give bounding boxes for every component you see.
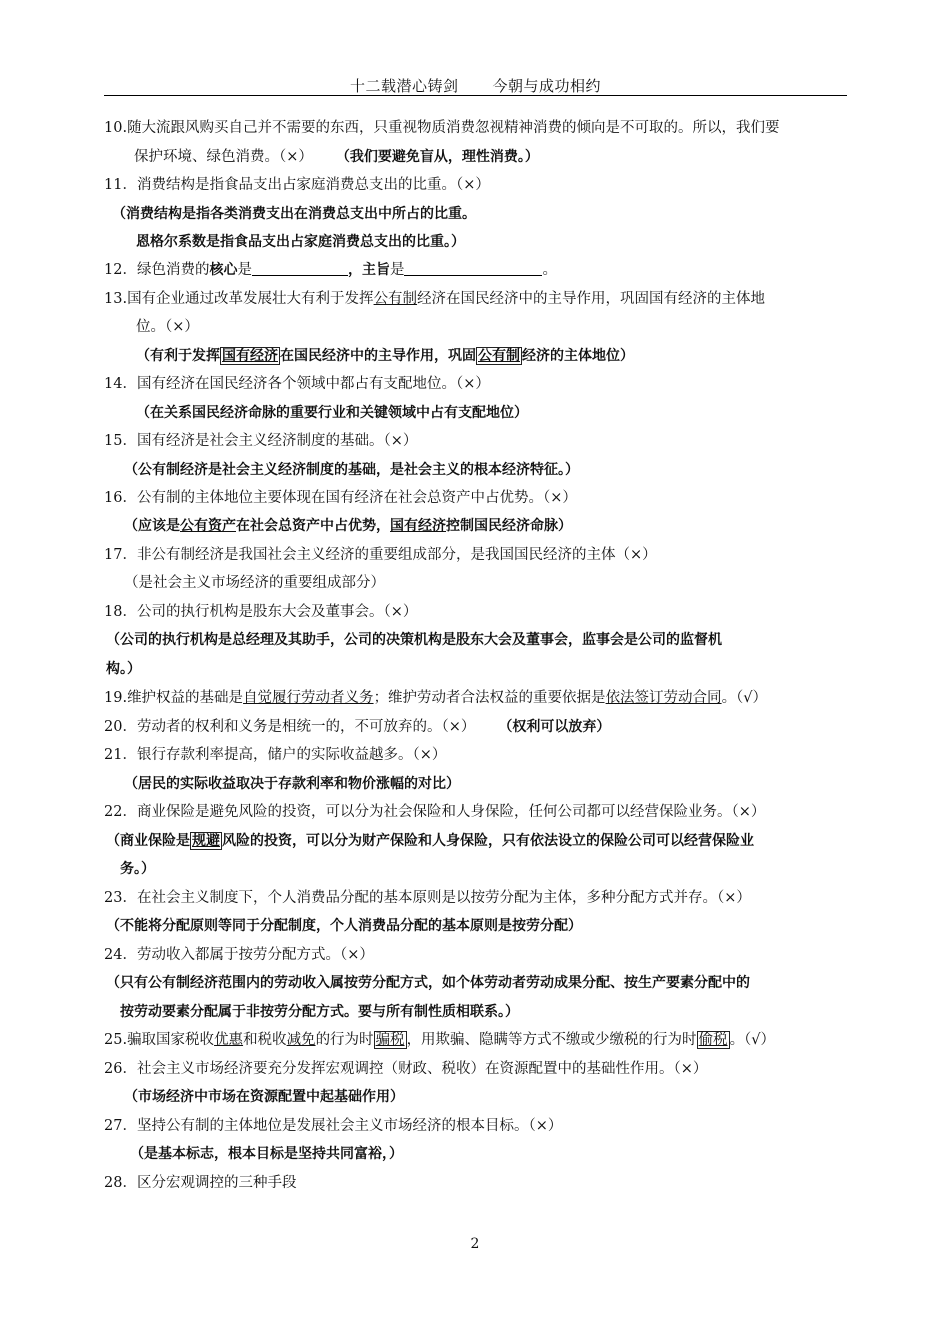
answer-note: （公有制经济是社会主义经济制度的基础，是社会主义的根本经济特征。）	[124, 462, 579, 478]
fill-blank	[404, 261, 542, 276]
list-item: 25.骗取国家税收优惠和税收减免的行为时 骗税 ，用欺骗、隐瞒等方式不缴或少缴税的行为时 偷税 。（√）	[104, 1032, 776, 1048]
answer-note: 构。）	[106, 661, 141, 677]
answer-note: （有利于发挥 国有经济 在国民经济中的主导作用，巩固 公有制 经济的主体地位）	[136, 348, 634, 364]
list-item: 21．银行存款利率提高，储户的实际收益越多。（×）	[104, 747, 447, 763]
fill-blank	[252, 261, 348, 276]
list-item: 17．非公有制经济是我国社会主义经济的重要组成部分，是我国国民经济的主体（×）	[104, 547, 657, 563]
answer-note: （在关系国民经济命脉的重要行业和关键领域中占有支配地位）	[136, 405, 528, 421]
answer-note: （公司的执行机构是总经理及其助手，公司的决策机构是股东大会及董事会，监事会是公司的监督机	[106, 632, 722, 648]
list-item: 20．劳动者的权利和义务是相统一的，不可放弃的。（×） （权利可以放弃）	[104, 719, 611, 735]
list-item: 16．公有制的主体地位主要体现在国有经济在社会总资产中占优势。（×）	[104, 490, 577, 506]
list-item: 12．绿色消费的核心是 ，主旨是 。	[104, 262, 557, 278]
list-item: 11．消费结构是指食品支出占家庭消费总支出的比重。（×）	[104, 177, 490, 193]
answer-note: （居民的实际收益取决于存款利率和物价涨幅的对比）	[124, 776, 460, 792]
answer-note: （是社会主义市场经济的重要组成部分）	[124, 575, 385, 591]
list-item: 15．国有经济是社会主义经济制度的基础。（×）	[104, 433, 418, 449]
list-item: 10.随大流跟风购买自己并不需要的东西，只重视物质消费忽视精神消费的倾向是不可取的。所以，我们要	[104, 120, 780, 136]
list-item: 23．在社会主义制度下，个人消费品分配的基本原则是以按劳分配为主体，多种分配方式并存。（×）	[104, 890, 751, 906]
header-right: 今朝与成功相约	[492, 77, 602, 95]
list-item: 14．国有经济在国民经济各个领域中都占有支配地位。（×）	[104, 376, 490, 392]
answer-note: （只有公有制经济范围内的劳动收入属按劳分配方式，如个体劳动者劳动成果分配、按生产要素分配中的	[106, 975, 750, 991]
list-item: 位。（×）	[136, 319, 199, 335]
answer-note: 恩格尔系数是指食品支出占家庭消费总支出的比重。）	[136, 234, 465, 250]
answer-note: （是基本标志，根本目标是坚持共同富裕，）	[130, 1146, 403, 1162]
list-item: 26．社会主义市场经济要充分发挥宏观调控（财政、税收）在资源配置中的基础性作用。（×）	[104, 1061, 708, 1077]
list-item: 22．商业保险是避免风险的投资，可以分为社会保险和人身保险，任何公司都可以经营保险业务。（×）	[104, 804, 766, 820]
page-header	[104, 75, 847, 96]
list-item: 28．区分宏观调控的三种手段	[104, 1175, 297, 1191]
list-item: 27．坚持公有制的主体地位是发展社会主义市场经济的根本目标。（×）	[104, 1118, 563, 1134]
list-item: 保护环境、绿色消费。（×） （我们要避免盲从，理性消费。）	[134, 149, 539, 165]
list-item: 13.国有企业通过改革发展壮大有利于发挥公有制经济在国民经济中的主导作用，巩固国有经济的主体地	[104, 291, 766, 307]
page-number: 2	[470, 1236, 480, 1252]
answer-note: （商业保险是 规避 风险的投资，可以分为财产保险和人身保险，只有依法设立的保险公司可以经营保险业	[106, 833, 754, 849]
list-item: 18．公司的执行机构是股东大会及董事会。（×）	[104, 604, 418, 620]
answer-note: 按劳动要素分配属于非按劳分配方式。要与所有制性质相联系。）	[120, 1004, 519, 1020]
list-item: 19.维护权益的基础是自觉履行劳动者义务；维护劳动者合法权益的重要依据是依法签订劳动合同。（√）	[104, 690, 768, 706]
answer-note: （应该是公有资产在社会总资产中占优势，国有经济控制国民经济命脉）	[124, 518, 572, 534]
header-left: 十二载潜心铸剑	[349, 77, 459, 95]
answer-note: （不能将分配原则等同于分配制度，个人消费品分配的基本原则是按劳分配）	[106, 918, 582, 934]
answer-note: （市场经济中市场在资源配置中起基础作用）	[124, 1089, 404, 1105]
answer-note: 务。）	[120, 861, 155, 877]
answer-note: （消费结构是指各类消费支出在消费总支出中所占的比重。	[112, 206, 476, 222]
list-item: 24．劳动收入都属于按劳分配方式。（×）	[104, 947, 374, 963]
